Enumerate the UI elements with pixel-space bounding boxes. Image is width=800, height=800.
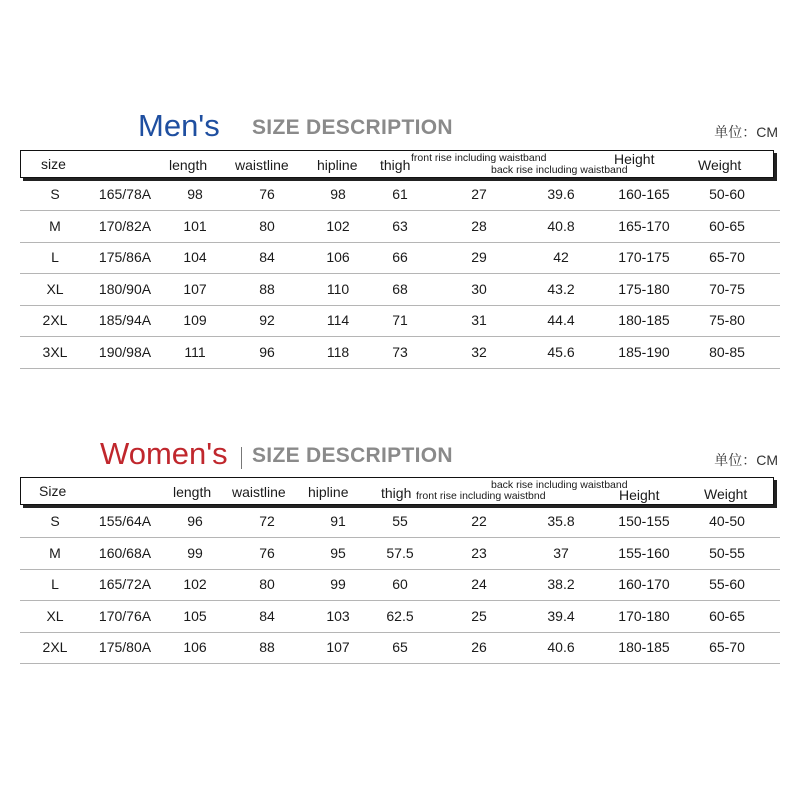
- cell-weight: 60-65: [709, 607, 745, 624]
- cell-height: 185-190: [618, 343, 670, 360]
- cell-hipline: 114: [326, 312, 350, 328]
- cell-thigh: 60: [392, 576, 408, 592]
- cell-length: 98: [187, 186, 203, 202]
- cell-length: 105: [183, 607, 207, 624]
- cell-back-rise: 45.6: [547, 343, 575, 360]
- table-row: [20, 274, 780, 306]
- cell-length: 109: [183, 312, 207, 328]
- mens-unit-label: 单位：CM: [714, 124, 778, 140]
- cell-waistline: 84: [259, 249, 275, 265]
- cell-rise: 22: [471, 513, 487, 529]
- cell-height: 160-165: [618, 186, 670, 202]
- cell-back-rise: 42: [553, 249, 569, 265]
- cell-thigh: 62.5: [386, 607, 414, 624]
- mens-table-header: [20, 150, 774, 178]
- cell-hipline: 95: [330, 544, 346, 561]
- womens-title-row: [0, 436, 800, 476]
- cell-weight: 55-60: [709, 576, 745, 592]
- header-weight: Weight: [698, 157, 742, 173]
- cell-size: M: [49, 544, 61, 561]
- cell-height: 160-170: [618, 576, 670, 592]
- cell-back-rise: 37: [553, 544, 569, 561]
- cell-size: 2XL: [42, 639, 68, 655]
- table-row: [20, 211, 780, 243]
- cell-rise: 24: [471, 576, 487, 592]
- womens-size-description-title: SIZE DESCRIPTION: [252, 444, 453, 467]
- cell-thigh: 63: [392, 217, 408, 234]
- cell-hipline: 110: [326, 280, 350, 297]
- cell-thigh: 73: [392, 343, 408, 360]
- header-front-rise: front rise including waistband: [411, 152, 547, 164]
- cell-waistline: 72: [259, 513, 275, 529]
- table-row: [20, 569, 780, 601]
- cell-waistline: 80: [259, 576, 275, 592]
- cell-thigh: 71: [392, 312, 408, 328]
- cell-rise: 32: [471, 343, 487, 360]
- header-length: length: [169, 157, 208, 173]
- cell-length: 101: [183, 217, 207, 234]
- cell-chart-size: 175/86A: [98, 249, 152, 265]
- header-hipline: hipline: [317, 157, 358, 173]
- cell-waistline: 88: [259, 639, 275, 655]
- cell-waistline: 88: [259, 280, 275, 297]
- cell-back-rise: 43.2: [547, 280, 575, 297]
- cell-hipline: 103: [326, 607, 350, 624]
- cell-height: 165-170: [618, 217, 670, 234]
- cell-size: 3XL: [42, 343, 68, 360]
- table-row: [20, 242, 780, 274]
- cell-back-rise: 38.2: [547, 576, 575, 592]
- table-row: [20, 337, 780, 369]
- cell-chart-size: 170/82A: [98, 217, 152, 234]
- cell-thigh: 65: [392, 639, 408, 655]
- cell-back-rise: 40.8: [547, 217, 575, 234]
- cell-back-rise: 44.4: [547, 312, 575, 328]
- cell-chart-size: 170/76A: [98, 607, 152, 624]
- cell-back-rise: 39.6: [547, 186, 575, 202]
- cell-chart-size: 190/98A: [98, 343, 152, 360]
- table-row: [20, 601, 780, 633]
- mens-brand-title: Men's: [138, 108, 220, 143]
- cell-chart-size: 180/90A: [98, 280, 152, 297]
- cell-chart-size: 185/94A: [98, 312, 152, 328]
- table-row: [20, 632, 780, 664]
- cell-waistline: 80: [259, 217, 275, 234]
- cell-chart-size: 155/64A: [98, 513, 152, 529]
- cell-weight: 40-50: [709, 513, 745, 529]
- cell-thigh: 68: [392, 280, 408, 297]
- womens-table-header: [20, 477, 774, 505]
- header-thigh: thigh: [381, 485, 412, 501]
- header-size: size: [41, 156, 66, 172]
- cell-waistline: 76: [259, 186, 275, 202]
- cell-waistline: 92: [259, 312, 275, 328]
- cell-waistline: 84: [259, 607, 275, 624]
- mens-size-description-title: SIZE DESCRIPTION: [252, 116, 453, 139]
- header-height: Height: [614, 151, 655, 167]
- cell-chart-size: 175/80A: [98, 639, 152, 655]
- header-weight: Weight: [704, 486, 748, 502]
- cell-height: 170-180: [618, 607, 670, 624]
- cell-rise: 26: [471, 639, 487, 655]
- cell-thigh: 66: [392, 249, 408, 265]
- header-height: Height: [619, 487, 660, 503]
- cell-size: M: [49, 217, 61, 234]
- mens-title-row: [0, 108, 800, 148]
- table-row: [20, 179, 780, 211]
- cell-chart-size: 165/72A: [98, 576, 152, 592]
- cell-weight: 60-65: [709, 217, 745, 234]
- cell-height: 175-180: [618, 280, 670, 297]
- cell-height: 180-185: [618, 639, 670, 655]
- table-row: [20, 506, 780, 538]
- cell-length: 107: [183, 280, 207, 297]
- table-row: [20, 305, 780, 337]
- womens-unit-label: 单位：CM: [714, 452, 778, 468]
- cell-weight: 50-60: [709, 186, 745, 202]
- header-waistline: waistline: [232, 484, 286, 500]
- cell-hipline: 107: [326, 639, 350, 655]
- header-front-rise: front rise including waistbnd: [416, 490, 546, 502]
- cell-length: 104: [183, 249, 207, 265]
- cell-hipline: 118: [326, 343, 350, 360]
- cell-thigh: 55: [392, 513, 408, 529]
- cell-rise: 31: [471, 312, 487, 328]
- cell-waistline: 76: [259, 544, 275, 561]
- cell-size: XL: [46, 607, 64, 624]
- cell-size: XL: [46, 280, 64, 297]
- cell-rise: 29: [471, 249, 487, 265]
- cell-length: 106: [183, 639, 207, 655]
- cell-size: L: [51, 249, 59, 265]
- cell-size: L: [51, 576, 59, 592]
- cell-size: 2XL: [42, 312, 68, 328]
- cell-length: 111: [184, 343, 206, 360]
- cell-weight: 70-75: [709, 280, 745, 297]
- header-size: Size: [39, 483, 67, 499]
- cell-height: 180-185: [618, 312, 670, 328]
- womens-brand-title: Women's: [100, 436, 228, 471]
- cell-length: 102: [183, 576, 207, 592]
- table-row: [20, 538, 780, 570]
- cell-chart-size: 160/68A: [98, 544, 152, 561]
- header-hipline: hipline: [308, 484, 349, 500]
- cell-hipline: 102: [326, 217, 350, 234]
- cell-back-rise: 40.6: [547, 639, 575, 655]
- cell-hipline: 91: [330, 513, 346, 529]
- header-length: length: [173, 484, 212, 500]
- cell-thigh: 61: [392, 186, 408, 202]
- cell-length: 99: [187, 544, 203, 561]
- cell-weight: 50-55: [709, 544, 745, 561]
- cell-rise: 28: [471, 217, 487, 234]
- cell-height: 155-160: [618, 544, 670, 561]
- title-separator: [241, 447, 242, 469]
- cell-back-rise: 39.4: [547, 607, 575, 624]
- cell-size: S: [50, 513, 60, 529]
- cell-rise: 25: [471, 607, 487, 624]
- cell-weight: 75-80: [709, 312, 745, 328]
- cell-thigh: 57.5: [386, 544, 414, 561]
- cell-length: 96: [187, 513, 203, 529]
- cell-hipline: 106: [326, 249, 350, 265]
- cell-height: 170-175: [618, 249, 670, 265]
- cell-weight: 65-70: [709, 639, 745, 655]
- header-thigh: thigh: [380, 157, 411, 173]
- cell-back-rise: 35.8: [547, 513, 575, 529]
- cell-waistline: 96: [259, 343, 275, 360]
- cell-size: S: [50, 186, 60, 202]
- header-back-rise: back rise including waistband: [491, 164, 628, 176]
- cell-rise: 27: [471, 186, 487, 202]
- header-waistline: waistline: [235, 157, 289, 173]
- cell-chart-size: 165/78A: [98, 186, 152, 202]
- header-back-rise: back rise including waistband: [491, 479, 628, 491]
- cell-hipline: 99: [330, 576, 346, 592]
- cell-rise: 30: [471, 280, 487, 297]
- cell-weight: 65-70: [709, 249, 745, 265]
- cell-hipline: 98: [330, 186, 346, 202]
- cell-weight: 80-85: [709, 343, 745, 360]
- cell-height: 150-155: [618, 513, 670, 529]
- cell-rise: 23: [471, 544, 487, 561]
